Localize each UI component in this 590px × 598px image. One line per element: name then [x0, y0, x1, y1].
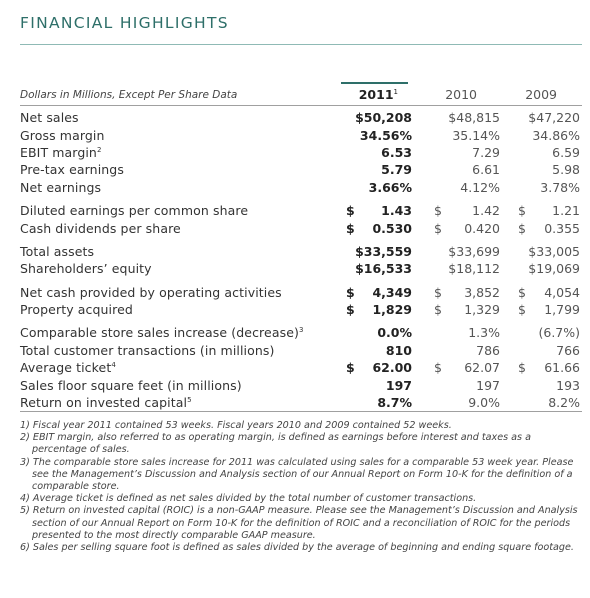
- value-cell-2011: $ 4,349: [346, 284, 412, 300]
- value-cell-2011: 34.56%: [359, 127, 412, 143]
- table-row: [20, 260, 582, 277]
- value-cell-2009: $ 1.21: [518, 203, 580, 219]
- title-rule: [20, 44, 582, 45]
- value-cell-2010: $48,815: [448, 110, 500, 126]
- value-cell-2010: 9.0%: [468, 395, 500, 411]
- units-label: Dollars in Millions, Except Per Share Data: [20, 89, 238, 101]
- value-cell-2009: $ 4,054: [518, 284, 580, 300]
- value-cell-2010: 6.61: [472, 162, 500, 178]
- footnote: 1) Fiscal year 2011 contained 53 weeks. Fiscal years 2010 and 2009 contained 52 weeks.: [20, 420, 452, 431]
- row-label: EBIT margin$^2$: [20, 144, 102, 160]
- row-label: Net sales: [20, 110, 79, 126]
- table-row: [20, 144, 582, 161]
- value-cell-2011: $50,208: [355, 110, 412, 126]
- value-cell-2010: $33,699: [448, 243, 500, 259]
- value-cell-2011: 810: [385, 342, 412, 358]
- table-row: [20, 301, 582, 318]
- value-cell-2010: $ 3,852: [434, 284, 500, 300]
- value-cell-2011: $ 1.43: [346, 203, 412, 219]
- value-cell-2011: 8.7%: [377, 395, 412, 411]
- value-cell-2011: $ 62.00: [346, 360, 412, 376]
- value-cell-2011: 6.53: [381, 144, 412, 160]
- row-label: Gross margin: [20, 127, 105, 143]
- value-cell-2009: 6.59: [552, 144, 580, 160]
- value-cell-2010: $ 0.420: [434, 220, 500, 236]
- footnote: 5) Return on invested capital (ROIC) is a non-GAAP measure. Please see the Management’s Discussion and Analysis section of our Annual Report on Form 10-K for the definition of ROIC and a reconciliation of ROIC for the periods presented to the most directly comparable GAAP measure.: [20, 505, 578, 541]
- year-2010-header: 2010: [445, 87, 477, 102]
- table-row: [20, 179, 582, 196]
- value-cell-2011: 5.79: [381, 162, 412, 178]
- footnote: 6) Sales per selling square foot is defined as sales divided by the average of beginning and ending square footage.: [20, 542, 574, 554]
- value-cell-2009: $ 1,799: [518, 302, 580, 318]
- table-row: [20, 324, 582, 341]
- value-cell-2011: $16,533: [355, 261, 412, 277]
- value-cell-2010: 35.14%: [452, 127, 500, 143]
- value-cell-2009: 766: [556, 342, 580, 358]
- current-year-highlight: [341, 82, 408, 84]
- table-end-rule: [20, 411, 582, 412]
- value-cell-2009: $ 61.66: [518, 360, 580, 376]
- value-cell-2011: 3.66%: [368, 179, 412, 195]
- value-cell-2010: $18,112: [448, 261, 500, 277]
- row-label: Net cash provided by operating activities: [20, 284, 282, 300]
- page-title: FINANCIAL HIGHLIGHTS: [20, 14, 229, 32]
- table-row: [20, 202, 582, 219]
- table-row: [20, 394, 582, 411]
- row-label: Net earnings: [20, 179, 102, 195]
- value-cell-2009: $47,220: [528, 110, 580, 126]
- table-row: [20, 342, 582, 359]
- row-label: Total customer transactions (in millions): [20, 342, 275, 358]
- table-row: [20, 161, 582, 178]
- year-2011-header: 2011$^1$: [358, 87, 398, 102]
- value-cell-2010: 7.29: [472, 144, 500, 160]
- table-row: [20, 284, 582, 301]
- value-cell-2009: $ 0.355: [518, 220, 580, 236]
- value-cell-2011: 0.0%: [377, 325, 412, 341]
- value-cell-2010: $ 1.42: [434, 203, 500, 219]
- footnotes: [20, 420, 585, 554]
- value-cell-2009: 3.78%: [540, 179, 580, 195]
- row-label: Diluted earnings per common share: [20, 203, 249, 219]
- value-cell-2010: 786: [476, 342, 500, 358]
- table-row: [20, 359, 582, 376]
- row-label: Cash dividends per share: [20, 220, 181, 236]
- footnote: 4) Average ticket is defined as net sales divided by the total number of customer transactions.: [20, 493, 477, 505]
- value-cell-2010: 4.12%: [460, 179, 500, 195]
- row-label: Shareholders’ equity: [20, 261, 152, 277]
- value-cell-2011: 197: [385, 377, 412, 393]
- value-cell-2010: 197: [476, 377, 500, 393]
- value-cell-2009: 34.86%: [532, 127, 580, 143]
- table-row: [20, 109, 582, 126]
- row-label: Return on invested capital$^5$: [20, 395, 192, 411]
- value-cell-2010: 1.3%: [468, 325, 500, 341]
- value-cell-2011: $ 0.530: [346, 220, 412, 236]
- row-label: Sales floor square feet (in millions): [20, 377, 242, 393]
- value-cell-2010: $ 1,329: [434, 302, 500, 318]
- value-cell-2011: $33,559: [355, 243, 412, 259]
- value-cell-2009: $33,005: [528, 243, 580, 259]
- table-row: [20, 219, 582, 236]
- row-label: Property acquired: [20, 302, 133, 318]
- value-cell-2009: 8.2%: [548, 395, 580, 411]
- table-row: [20, 243, 582, 260]
- value-cell-2009: 5.98: [552, 162, 580, 178]
- row-label: Average ticket$^4$: [20, 360, 116, 376]
- header-rule: [20, 105, 582, 106]
- value-cell-2009: $19,069: [528, 261, 580, 277]
- row-label: Total assets: [20, 243, 95, 259]
- value-cell-2011: $ 1,829: [346, 302, 412, 318]
- row-label: Comparable store sales increase (decrease)$^3$: [20, 325, 304, 341]
- value-cell-2010: $ 62.07: [434, 360, 500, 376]
- year-2009-header: 2009: [525, 87, 557, 102]
- footnote: 3) The comparable store sales increase for 2011 was calculated using sales for a comparable 53 week year. Please see the Management’s Discussion and Analysis section of our Annual Report on Form 10-K for the definition of a comparable store.: [20, 456, 574, 493]
- financial-table: [20, 109, 582, 411]
- value-cell-2009: (6.7%): [538, 325, 580, 341]
- value-cell-2009: 193: [556, 377, 580, 393]
- footnote: 2) EBIT margin, also referred to as operating margin, is defined as earnings before interest and taxes as a percentage of sales.: [20, 432, 531, 456]
- table-row: [20, 126, 582, 143]
- table-row: [20, 376, 582, 393]
- row-label: Pre-tax earnings: [20, 162, 124, 178]
